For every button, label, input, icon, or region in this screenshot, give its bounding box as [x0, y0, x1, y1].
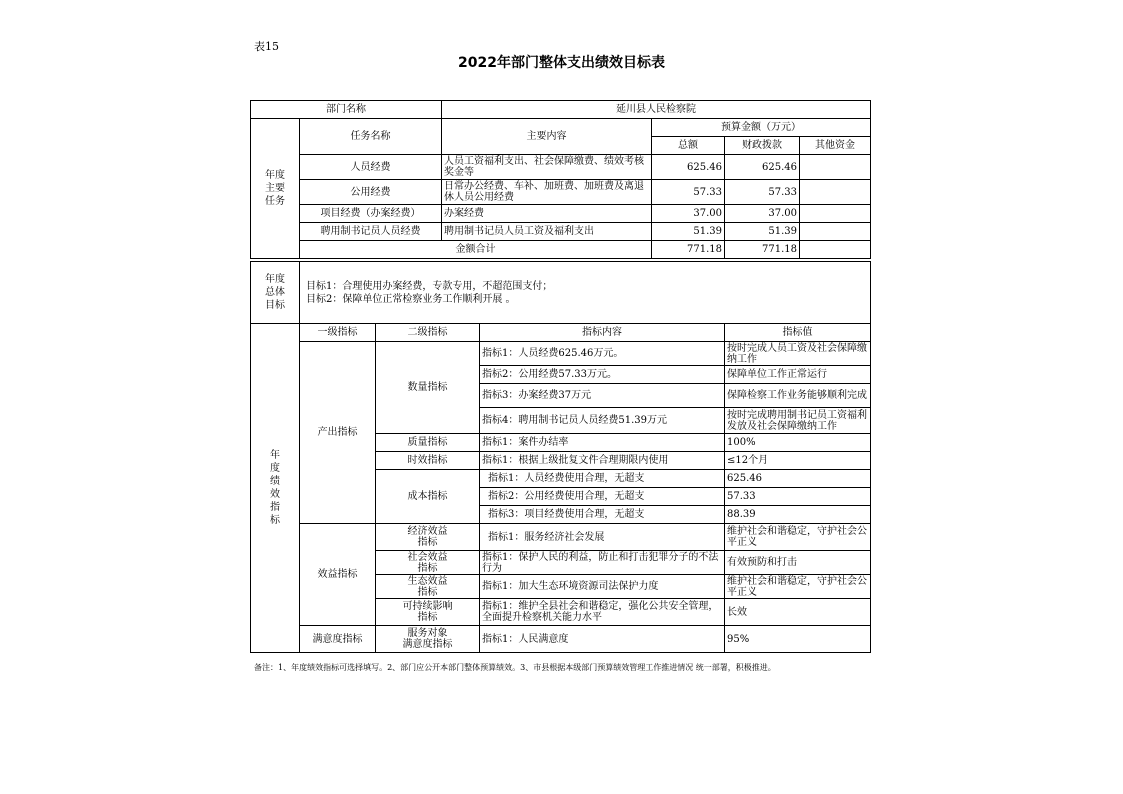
- table-row: [251, 626, 871, 653]
- sum-total: 771.18: [652, 241, 725, 259]
- sum-label: 金额合计: [300, 241, 652, 259]
- table-row: [251, 205, 871, 223]
- indicator-content: 指标1：服务经济社会发展: [480, 524, 725, 551]
- task-content: 聘用制书记员人员工资及福利支出: [442, 223, 652, 241]
- social-benefit-indicator: 社会效益 指标: [376, 551, 480, 575]
- content-header: 主要内容: [442, 119, 652, 155]
- indicator-content: 指标4：聘用制书记员人员经费51.39万元: [480, 408, 725, 434]
- task-total: 625.46: [652, 155, 725, 180]
- service-satisfaction-indicator: 服务对象 满意度指标: [376, 626, 480, 653]
- other-header: 其他资金: [800, 137, 871, 155]
- sum-row: [251, 241, 871, 259]
- task-other: [800, 180, 871, 205]
- department-label: 部门名称: [251, 101, 442, 119]
- task-total: 51.39: [652, 223, 725, 241]
- indicator-content: 指标1：人员经费625.46万元。: [480, 342, 725, 366]
- sustainable-impact-indicator: 可持续影响 指标: [376, 599, 480, 626]
- indicator-value: 维护社会和谐稳定，守护社会公平正义: [725, 575, 871, 599]
- task-fiscal: 57.33: [725, 180, 800, 205]
- task-name: 人员经费: [300, 155, 442, 180]
- indicator-content: 指标1：根据上级批复文件合理期限内使用: [480, 452, 725, 470]
- output-indicator: 产出指标: [300, 342, 376, 524]
- table-number: 表15: [254, 40, 279, 53]
- sum-fiscal: 771.18: [725, 241, 800, 259]
- table-row: [251, 180, 871, 205]
- level2-header: 二级指标: [376, 324, 480, 342]
- indicator-value: ≤12个月: [725, 452, 871, 470]
- indicator-content: 指标1：人员经费使用合理，无超支: [480, 470, 725, 488]
- task-other: [800, 223, 871, 241]
- task-other: [800, 205, 871, 223]
- indicator-value: 维护社会和谐稳定，守护社会公平正义: [725, 524, 871, 551]
- task-content: 日常办公经费、车补、加班费、加班费及离退休人员公用经费: [442, 180, 652, 205]
- indicator-value: 长效: [725, 599, 871, 626]
- indicator-content: 指标1：人民满意度: [480, 626, 725, 653]
- task-other: [800, 155, 871, 180]
- task-name-header: 任务名称: [300, 119, 442, 155]
- sum-other: [800, 241, 871, 259]
- quantity-indicator: 数量指标: [376, 342, 480, 434]
- indicator-content: 指标1：加大生态环境资源司法保护力度: [480, 575, 725, 599]
- fiscal-header: 财政拨款: [725, 137, 800, 155]
- indicator-content: 指标1：案件办结率: [480, 434, 725, 452]
- indicator-content: 指标1：保护人民的利益，防止和打击犯罪分子的不法行为: [480, 551, 725, 575]
- task-fiscal: 625.46: [725, 155, 800, 180]
- task-name: 项目经费（办案经费）: [300, 205, 442, 223]
- indicator-content-header: 指标内容: [480, 324, 725, 342]
- indicator-value: 保障单位工作正常运行: [725, 366, 871, 384]
- indicators-table: [250, 323, 871, 653]
- task-name: 公用经费: [300, 180, 442, 205]
- budget-header: 预算金额（万元）: [652, 119, 871, 137]
- table-row: [251, 155, 871, 180]
- indicator-content: 指标1：维护全县社会和谐稳定，强化公共安全管理，全面提升检察机关能力水平: [480, 599, 725, 626]
- department-value: 延川县人民检察院: [442, 101, 871, 119]
- cost-indicator: 成本指标: [376, 470, 480, 524]
- task-content: 办案经费: [442, 205, 652, 223]
- quality-indicator: 质量指标: [376, 434, 480, 452]
- overall-goals-table: [250, 261, 871, 324]
- goal-1: 目标1：合理使用办案经费，专款专用，不超范围支付；: [306, 280, 553, 292]
- indicator-value: 95%: [725, 626, 871, 653]
- indicator-content: 指标2：公用经费57.33万元。: [480, 366, 725, 384]
- page-title: 2022年部门整体支出绩效目标表: [458, 55, 665, 71]
- task-content: 人员工资福利支出、社会保障缴费、绩效考核奖金等: [442, 155, 652, 180]
- overall-goals-label: 年度 总体 目标: [251, 262, 300, 324]
- indicator-value: 57.33: [725, 488, 871, 506]
- task-total: 37.00: [652, 205, 725, 223]
- task-fiscal: 51.39: [725, 223, 800, 241]
- footnote: 备注：1、年度绩效指标可选择填写。2、部门应公开本部门整体预算绩效。3、市县根据本级部门预算绩效管理工作推进情况 统一部署，积极推进。: [254, 663, 776, 672]
- indicators-section-label: 年 度 绩 效 指 标: [251, 324, 300, 653]
- tasks-table: [250, 100, 871, 259]
- table-row: [251, 524, 871, 551]
- satisfaction-indicator: 满意度指标: [300, 626, 376, 653]
- indicator-value: 有效预防和打击: [725, 551, 871, 575]
- indicator-value: 保障检察工作业务能够顺利完成: [725, 384, 871, 408]
- goal-2: 目标2：保障单位正常检察业务工作顺利开展 。: [306, 293, 516, 305]
- indicator-value: 按时完成人员工资及社会保障缴纳工作: [725, 342, 871, 366]
- task-fiscal: 37.00: [725, 205, 800, 223]
- table-row: [251, 223, 871, 241]
- table-row: [251, 342, 871, 366]
- task-name: 聘用制书记员人员经费: [300, 223, 442, 241]
- tasks-section-label: 年度 主要 任务: [251, 119, 300, 259]
- total-header: 总额: [652, 137, 725, 155]
- indicator-value: 625.46: [725, 470, 871, 488]
- indicator-value: 100%: [725, 434, 871, 452]
- indicator-content: 指标3：办案经费37万元: [480, 384, 725, 408]
- task-total: 57.33: [652, 180, 725, 205]
- level1-header: 一级指标: [300, 324, 376, 342]
- timeliness-indicator: 时效指标: [376, 452, 480, 470]
- indicator-value: 88.39: [725, 506, 871, 524]
- indicator-content: 指标2：公用经费使用合理，无超支: [480, 488, 725, 506]
- indicator-value-header: 指标值: [725, 324, 871, 342]
- ecological-benefit-indicator: 生态效益 指标: [376, 575, 480, 599]
- indicator-content: 指标3：项目经费使用合理，无超支: [480, 506, 725, 524]
- indicator-value: 按时完成聘用制书记员工资福利发放及社会保障缴纳工作: [725, 408, 871, 434]
- overall-goals: [300, 262, 871, 324]
- economic-benefit-indicator: 经济效益 指标: [376, 524, 480, 551]
- benefit-indicator: 效益指标: [300, 524, 376, 626]
